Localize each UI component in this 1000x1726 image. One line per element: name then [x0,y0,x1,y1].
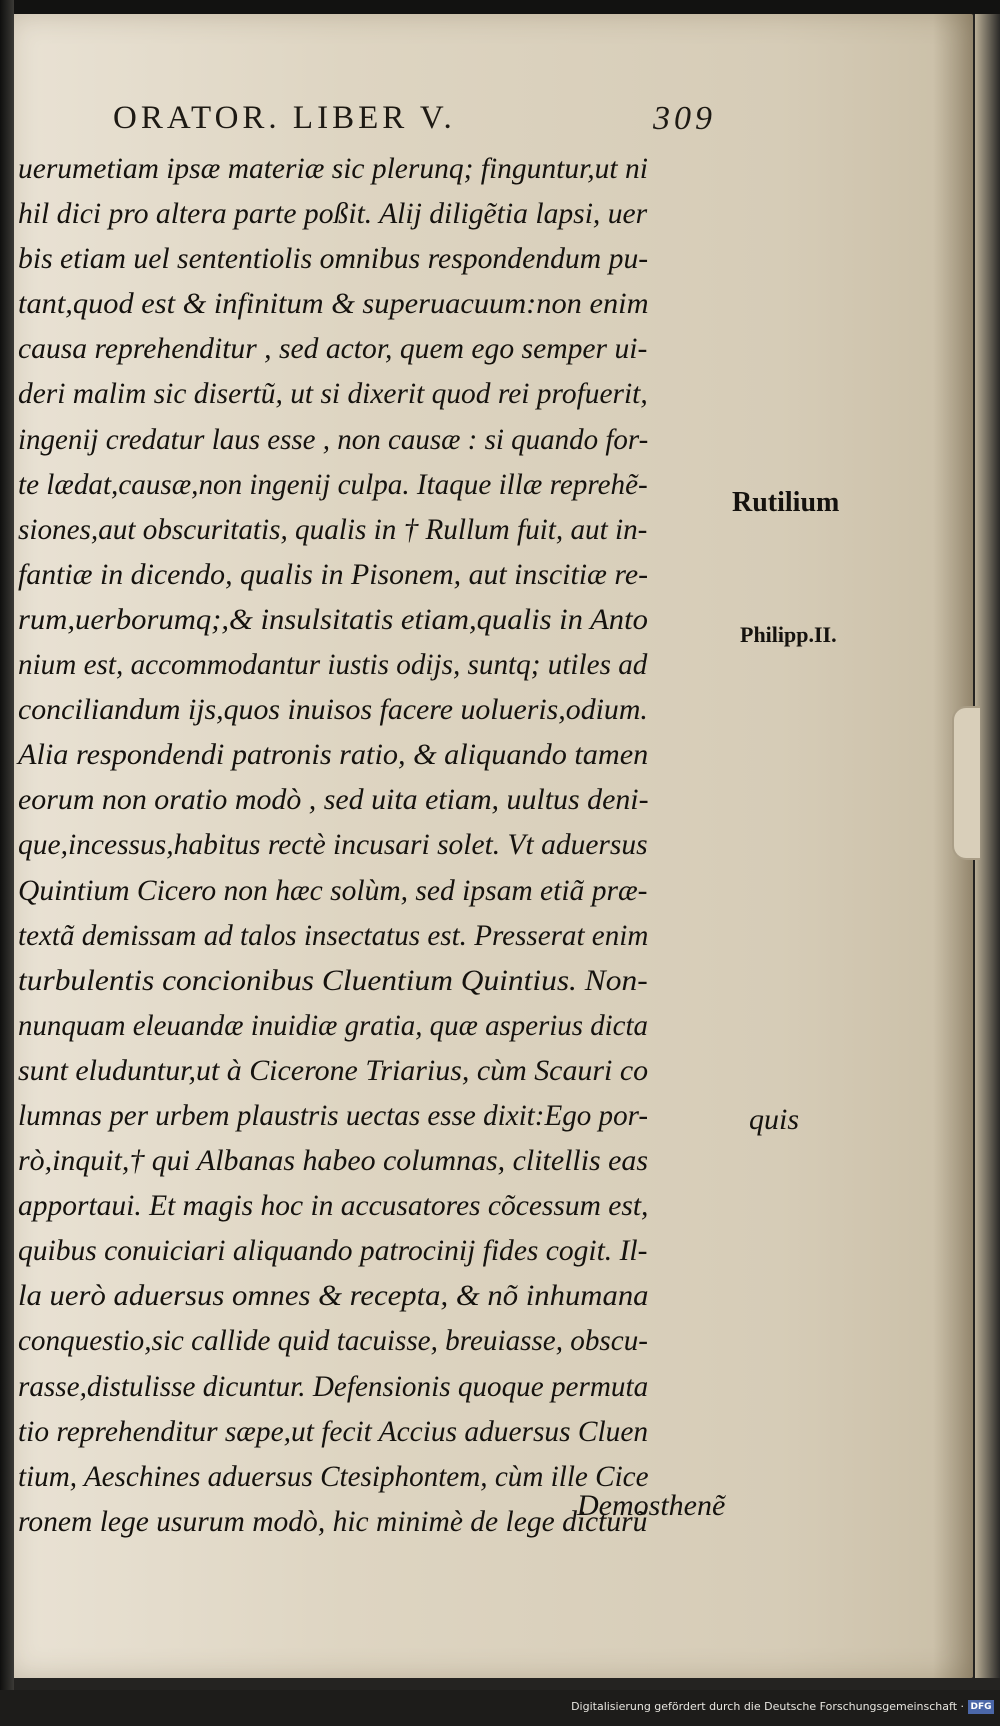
text-line: tant,quod est & infinitum & superuacuum:non enim [18,287,649,321]
text-line: la uerò aduersus omnes & recepta, & nõ inhumana [18,1279,649,1313]
text-line: ronem lege usurum modò, hic minimè de lege dicturũ [18,1504,648,1538]
catchword: Demosthenẽ [577,1489,726,1522]
scan-top-edge [0,0,1000,14]
body-text [18,146,738,1544]
text-line: turbulentis concionibus Cluentium Quintius. Non- [18,963,648,997]
text-line: ingenij credatur laus esse , non causæ : si quando for- [18,422,649,456]
text-line: hil dici pro altera parte poßit. Alij diligẽtia lapsi, uer [18,197,648,231]
text-line: tio reprehenditur sæpe,ut fecit Accius aduersus Cluen [18,1414,649,1448]
marginal-note-quis: quis [749,1103,800,1136]
scan-left-edge [0,0,14,1690]
text-line: nunquam eleuandæ inuidiæ gratia, quæ asperius dicta [18,1008,648,1042]
running-head-title: ORATOR. LIBER V. [113,100,456,136]
text-line: conciliandum ijs,quos inuisos facere uolueris,odium. [18,693,648,727]
page-number: 309 [653,100,716,137]
dfg-logo: DFG [968,1700,994,1714]
text-line: fantiæ in dicendo, qualis in Pisonem, aut inscitiæ re- [18,557,649,591]
running-head [113,100,716,140]
marginal-note-philipp: Philipp.II. [740,622,837,647]
text-line: que,incessus,habitus rectè incusari solet. Vt aduersus [18,828,648,862]
page-tab-marker [952,706,980,860]
text-line: rasse,distulisse dicuntur. Defensionis quoque permuta [18,1369,649,1403]
marginal-note-rutilium: Rutilium [732,487,840,518]
text-line: causa reprehenditur , sed actor, quem ego semper ui- [18,332,648,366]
text-line: textã demissam ad talos insectatus est. Presserat enim [18,918,649,952]
text-line: uerumetiam ipsæ materiæ sic plerunq; finguntur,ut ni [18,152,648,185]
text-line: bis etiam uel sententiolis omnibus respondendum pu- [18,242,649,276]
text-line: conquestio,sic callide quid tacuisse, breuiasse, obscu- [18,1324,648,1358]
text-line: quibus conuiciari aliquando patrocinij fides cogit. Il- [18,1234,648,1268]
text-line: tium, Aeschines aduersus Ctesiphontem, cùm ille Cice [18,1459,649,1493]
text-line: rum,uerborumq;,& insulsitatis etiam,qualis in Anto [18,602,648,636]
text-line: deri malim sic disertũ, ut si dixerit quod rei profuerit, [18,377,648,411]
text-line: Alia respondendi patronis ratio, & aliquando tamen [18,738,649,772]
text-line: Quintium Cicero non hæc solùm, sed ipsam etiã præ- [18,873,648,907]
text-line: rò,inquit,† qui Albanas habeo columnas, clitellis eas [18,1144,649,1178]
text-line: sunt eluduntur,ut à Cicerone Triarius, cùm Scauri co [18,1053,649,1087]
digitization-credit: Digitalisierung gefördert durch die Deutsche Forschungsgemeinschaft · [571,1700,964,1713]
text-line: te lædat,causæ,non ingenij culpa. Itaque illæ reprehẽ- [18,467,648,501]
text-line: eorum non oratio modò , sed uita etiam, uultus deni- [18,783,649,817]
text-line: lumnas per urbem plaustris uectas esse dixit:Ego por- [18,1098,649,1132]
text-line: siones,aut obscuritatis, qualis in † Rullum fuit, aut in- [18,512,648,546]
text-line: apportaui. Et magis hoc in accusatores cõcessum est, [18,1189,649,1223]
text-line: nium est, accommodantur iustis odijs, suntq; utiles ad [18,648,648,682]
